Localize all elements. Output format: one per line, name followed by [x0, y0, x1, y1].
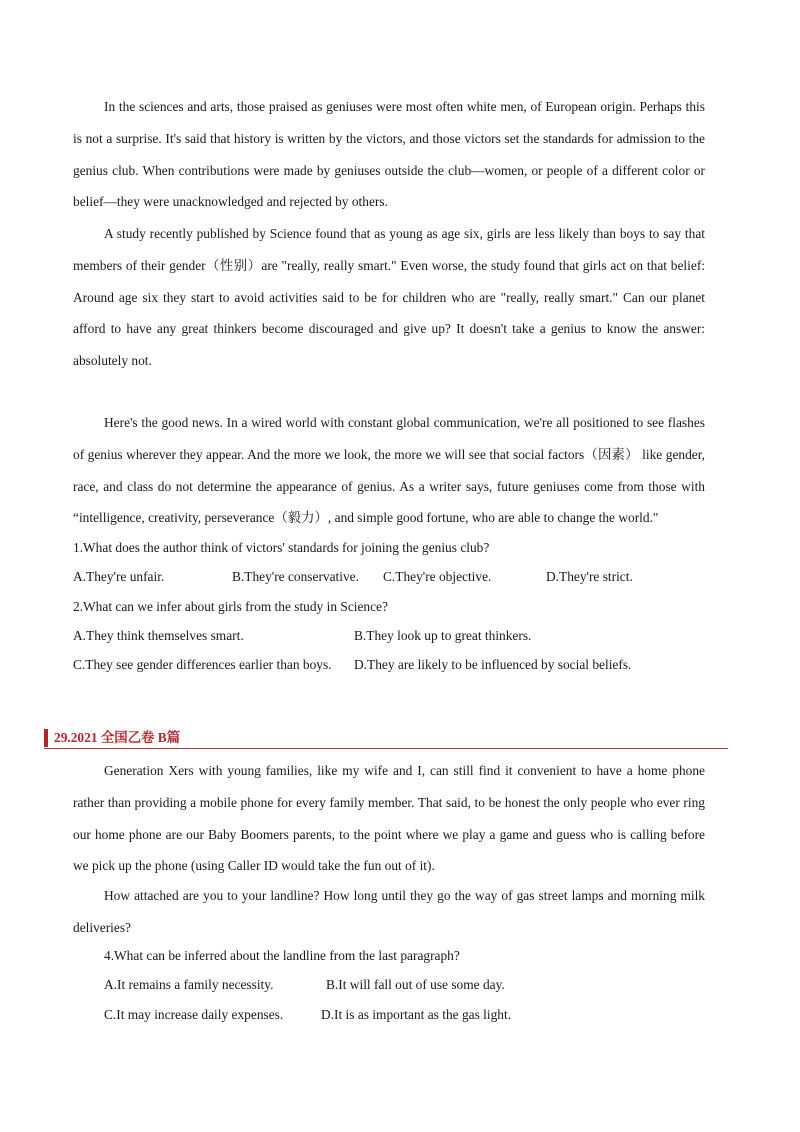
section-accent-bar: [44, 729, 48, 747]
question-4-option-a: A.It remains a family necessity.: [104, 977, 274, 992]
question-1-option-c: C.They're objective.: [383, 569, 492, 584]
question-1-option-a: A.They're unfair.: [73, 569, 165, 584]
question-4-option-b: B.It will fall out of use some day.: [326, 977, 505, 992]
question-2-stem: 2.What can we infer about girls from the study in Science?: [73, 599, 388, 614]
question-2-option-d: D.They are likely to be influenced by social beliefs.: [354, 657, 632, 672]
paragraph-text: How attached are you to your landline? How long until they go the way of gas street lamps and morning milk deliveries?: [73, 888, 705, 935]
paragraph-text: Generation Xers with young families, like my wife and I, can still find it convenient to have a home phone rather than providing a mobile phone for every family member. That said, to be honest the only people who ever ring our home phone are our Baby Boomers parents, to the point where we play a game and guess who is calling before we pick up the phone (using Caller ID would take the fun out of it).: [73, 763, 705, 874]
paragraph-text: In the sciences and arts, those praised as geniuses were most often white men, of European origin. Perhaps this is not a surprise. It's said that history is written by the victors, and those victors set the standards for admission to the genius club. When contributions were made by geniuses outside the club—women, or people of a different color or belief—they were unacknowledged and rejected by others.: [73, 99, 705, 210]
question-2-option-c: C.They see gender differences earlier than boys.: [73, 657, 332, 672]
section-heading: [44, 728, 728, 749]
passage-a-paragraph-3: [73, 407, 705, 534]
question-2-option-b: B.They look up to great thinkers.: [354, 628, 532, 643]
question-1-stem: 1.What does the author think of victors' standards for joining the genius club?: [73, 540, 490, 555]
question-1-option-d: D.They're strict.: [546, 569, 633, 584]
section-title: 29.2021 全国乙卷 B篇: [54, 730, 181, 745]
passage-b-paragraph-2: [73, 880, 705, 944]
paragraph-text: A study recently published by Science found that as young as age six, girls are less likely than boys to say that members of their gender（性别）are "really, really smart." Even worse, the study found that girls act on that belief: Around age six they start to avoid activities said to be for children who are "really, really smart." Can our planet afford to have any great thinkers become discouraged and give up? It doesn't take a genius to know the answer: absolutely not.: [73, 226, 705, 369]
question-1-option-b: B.They're conservative.: [232, 569, 359, 584]
question-4-option-c: C.It may increase daily expenses.: [104, 1007, 284, 1022]
question-4-option-d: D.It is as important as the gas light.: [321, 1007, 512, 1022]
passage-a-paragraph-1: [73, 91, 705, 218]
question-4-stem: 4.What can be inferred about the landline from the last paragraph?: [104, 948, 460, 963]
passage-b-paragraph-1: [73, 755, 705, 882]
passage-a-paragraph-2: [73, 218, 705, 377]
question-2-option-a: A.They think themselves smart.: [73, 628, 244, 643]
paragraph-text: Here's the good news. In a wired world with constant global communication, we're all positioned to see flashes of genius wherever they appear. And the more we look, the more we will see that social factors（因素） like gender, race, and class do not determine the appearance of genius. As a writer says, future geniuses come from those with “intelligence, creativity, perseverance（毅力）, and simple good fortune, who are able to change the world.": [73, 415, 705, 526]
